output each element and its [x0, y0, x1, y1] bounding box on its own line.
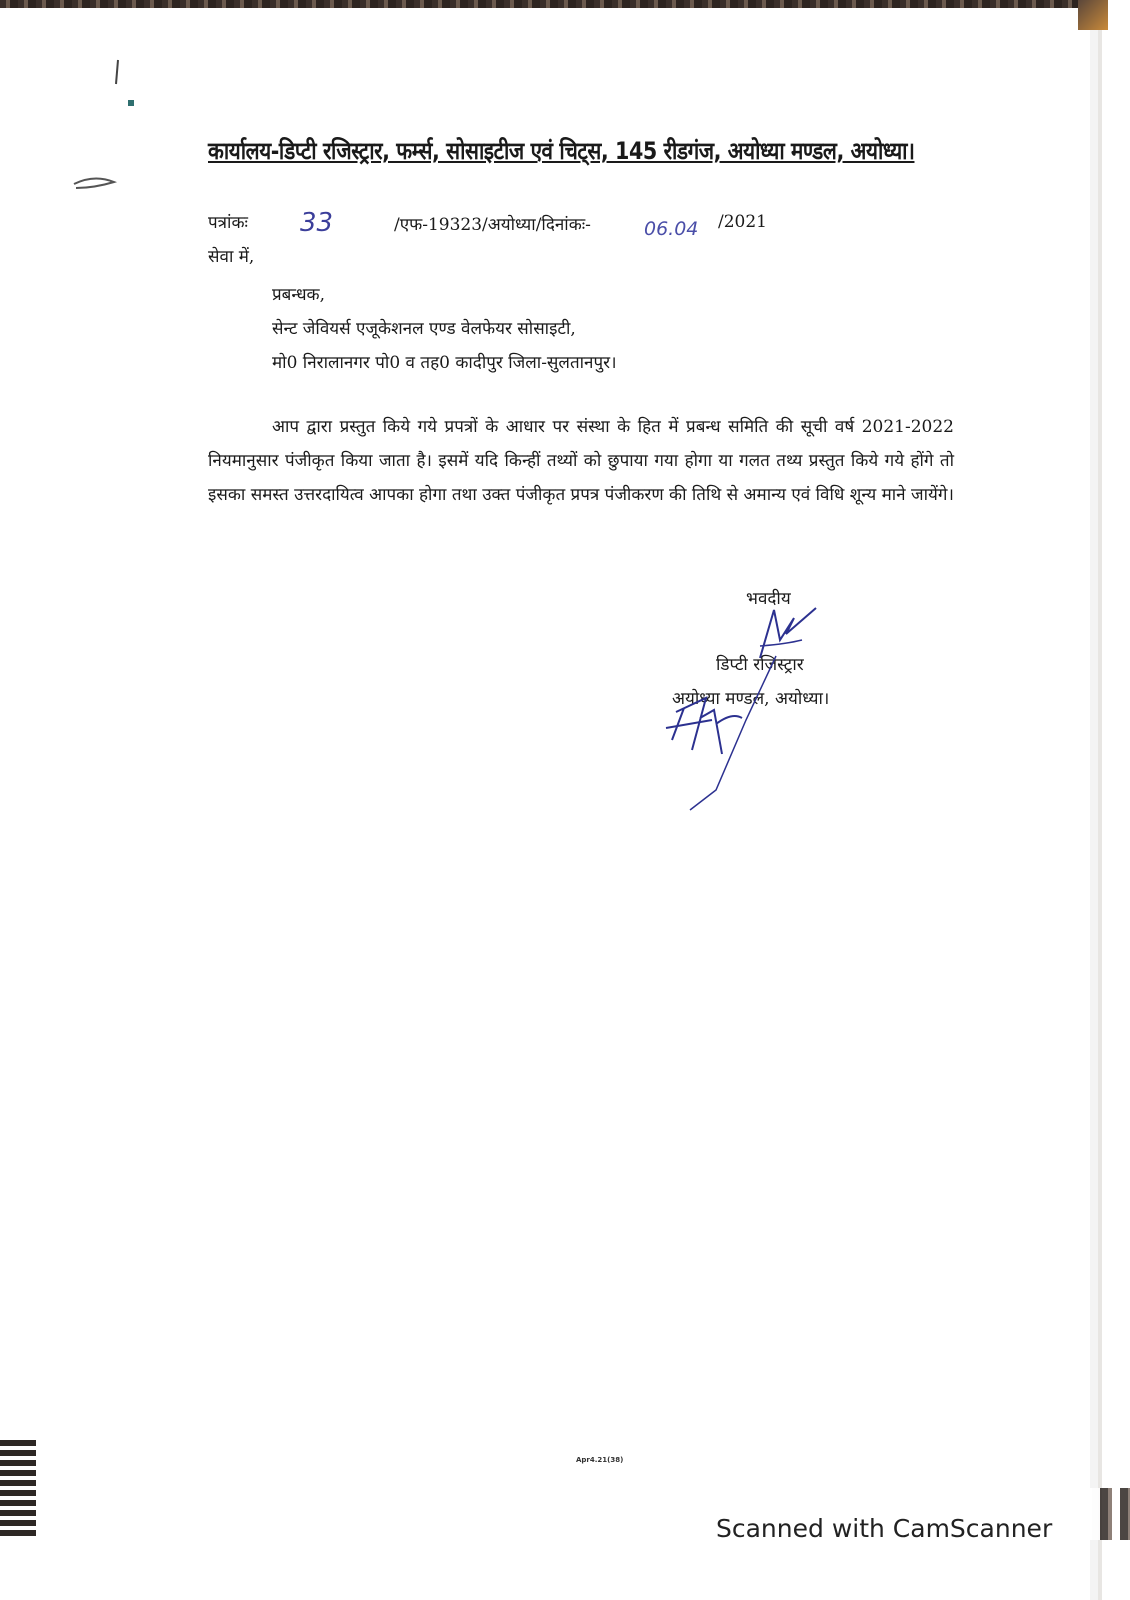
recipient-line-2: सेन्ट जेवियर्स एजूकेशनल एण्ड वेलफेयर सोसाइटी, — [272, 319, 576, 339]
scan-edge-top — [0, 0, 1130, 8]
recipient-line-3: मो0 निरालानगर पो0 व तह0 कादीपुर जिला-सुलतानपुर। — [272, 353, 617, 373]
scanner-watermark: Scanned with CamScanner — [716, 1514, 1053, 1543]
reference-date-handwritten: 06.04 — [644, 218, 699, 240]
signatory-title: डिप्टी रजिस्ट्रार — [716, 655, 804, 675]
scan-edge-left — [0, 1440, 36, 1540]
recipient-line-1: प्रबन्धक, — [272, 285, 326, 305]
scan-edge-corner — [1078, 0, 1108, 30]
scan-edge-right — [1090, 0, 1130, 1600]
staple-pin-icon — [70, 172, 118, 192]
letter-body: आप द्वारा प्रस्तुत किये गये प्रपत्रों के आधार पर संस्था के हित में प्रबन्ध समिति की सूची वर्ष 2021-2022 नियमानुसार पंजीकृत किया जाता है। इसमें यदि किन्हीं तथ्यों को छुपाया गया होगा या गलत तथ्य प्रस्तुत किये गये होंगे तो इसका समस्त उत्तरदायित्व आपका होगा तथा उक्त पंजीकृत प्रपत्र पंजीकरण की तिथि से अमान्य एवं विधि शून्य माने जायेंगे। — [208, 417, 954, 505]
office-heading: कार्यालय-डिप्टी रजिस्ट्रार, फर्म्स, सोसाइटीज एवं चिट्स, 145 रीडगंज, अयोध्या मण्डल, अयोध्या। — [208, 137, 915, 165]
footer-print-code: Apr4.21(38) — [576, 1456, 624, 1464]
pencil-tick-mark — [110, 56, 140, 116]
reference-number-handwritten: 33 — [300, 208, 334, 238]
reference-file-number: /एफ-19323/अयोध्या/दिनांकः- — [394, 215, 591, 235]
closing-phrase: भवदीय — [746, 589, 791, 609]
reference-label: पत्रांकः — [208, 213, 248, 233]
salutation-to: सेवा में, — [208, 247, 255, 267]
reference-year: /2021 — [718, 212, 767, 232]
signatory-place: अयोध्या मण्डल, अयोध्या। — [672, 689, 830, 709]
handwritten-signature — [656, 600, 836, 820]
